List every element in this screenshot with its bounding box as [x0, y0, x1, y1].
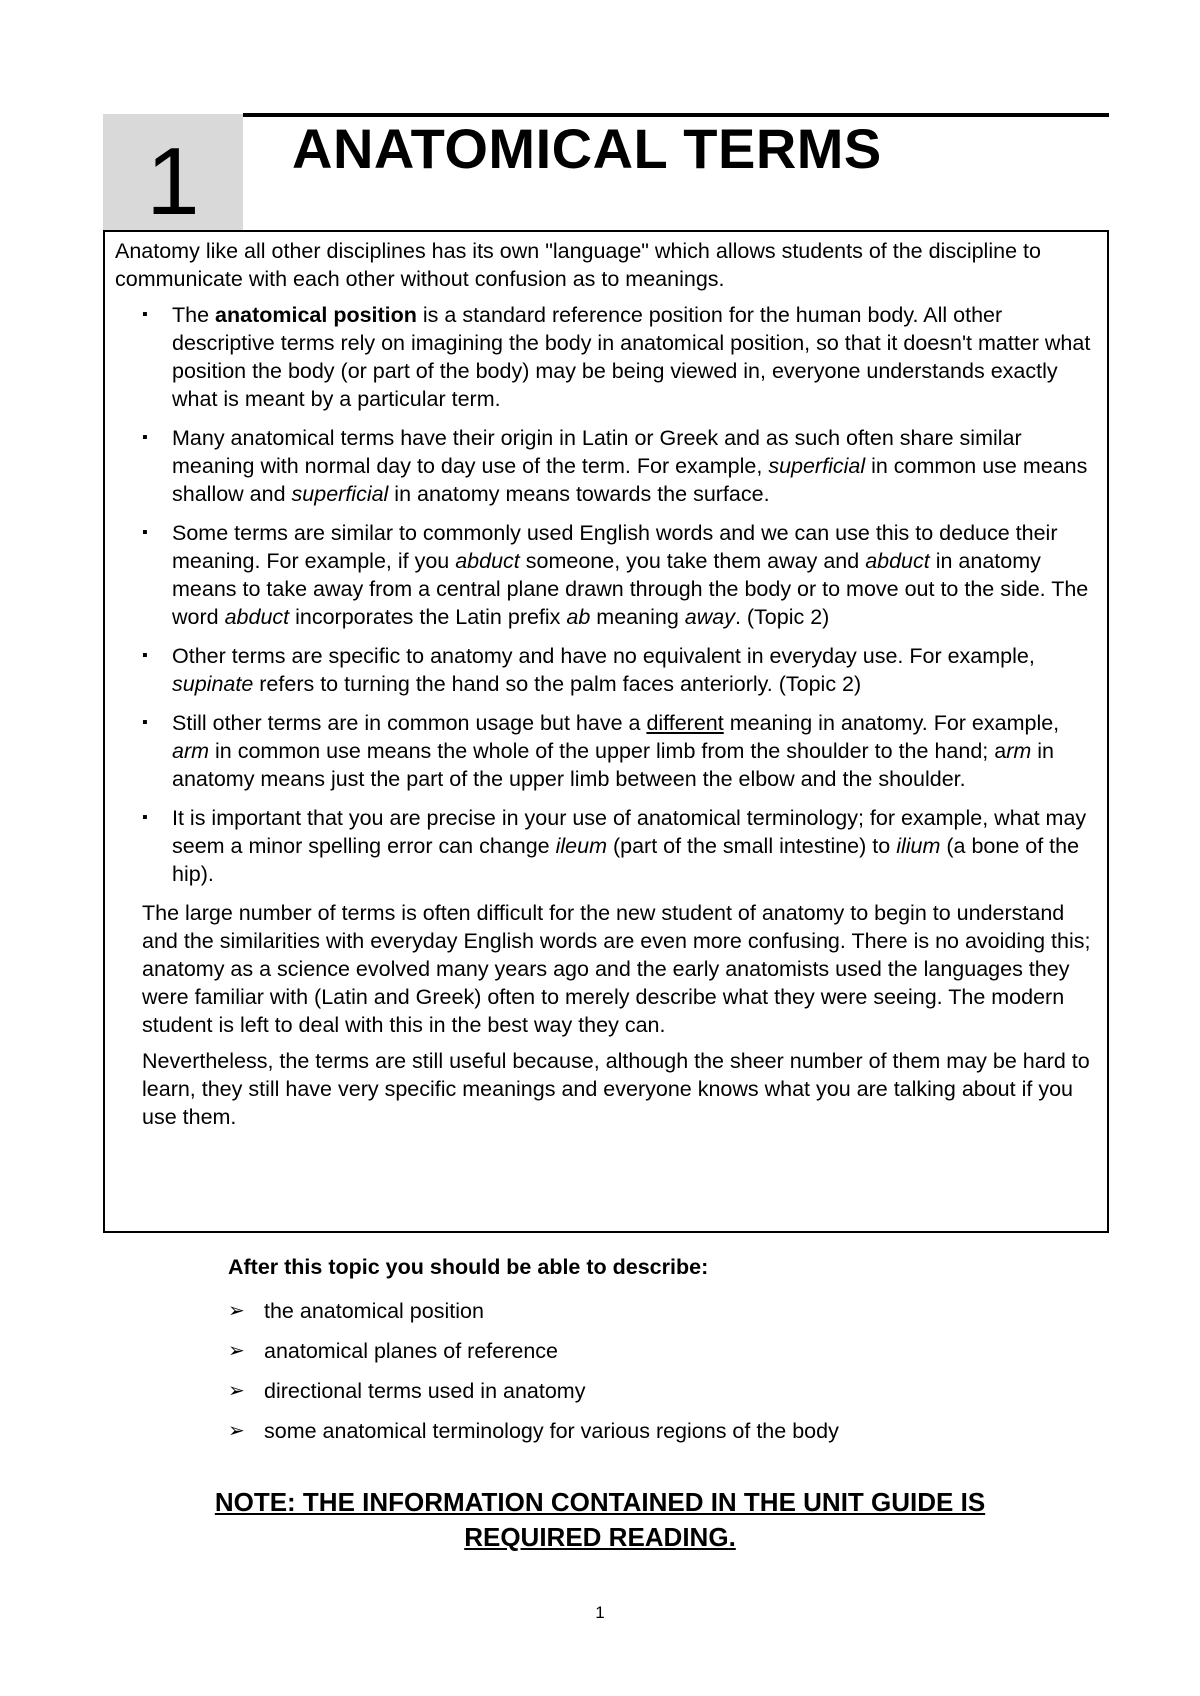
body-paragraph: The large number of terms is often difficult for the new student of anatomy to begin to understand and the similarities with everyday English words are even more confusing. There is no avoiding this; anatomy as a science evolved many years ago and the early anatomists used the languages they were familiar with (Latin and Greek) often to merely describe what they were seeing. The modern student is left to deal with this in the best way they can.	[142, 901, 1091, 1037]
list-item: ➢ some anatomical terminology for various regions of the body	[228, 1419, 839, 1443]
key-points-list	[115, 301, 1097, 888]
page-number: 1	[595, 1603, 605, 1622]
list-item: ▪ Some terms are similar to commonly used English words and we can use this to deduce their meaning. For example, if you abduct someone, you take them away and abduct in anatomy means to take away from a central plane drawn through the body or to move out to the side. The word abduct incorporates the Latin prefix ab meaning away. (Topic 2)	[172, 519, 1097, 631]
note-line-1: NOTE: THE INFORMATION CONTAINED IN THE UNIT GUIDE IS	[214, 1487, 986, 1517]
arrow-bullet-icon: ➢	[228, 1380, 245, 1402]
list-item: ▪ Other terms are specific to anatomy and have no equivalent in everyday use. For example, supinate refers to turning the hand so the palm faces anteriorly. (Topic 2)	[172, 642, 1097, 698]
learning-objectives	[228, 1253, 839, 1451]
objectives-heading: After this topic you should be able to describe:	[228, 1255, 709, 1279]
required-reading-note: NOTE: THE INFORMATION CONTAINED IN THE UNIT GUIDE IS REQUIRED READING.	[0, 1485, 1200, 1555]
intro-paragraph: Anatomy like all other disciplines has its own "language" which allows students of the discipline to communicate with each other without confusion as to meanings.	[115, 239, 1041, 291]
list-item: ▪ The anatomical position is a standard reference position for the human body. All other descriptive terms rely on imagining the body in anatomical position, so that it doesn't matter what position the body (or part of the body) may be being viewed in, everyone understands exactly what is meant by a particular term.	[172, 301, 1097, 413]
arrow-bullet-icon: ➢	[228, 1420, 245, 1442]
arrow-bullet-icon: ➢	[228, 1300, 245, 1322]
chapter-number: 1	[146, 128, 200, 235]
list-item: ▪ Still other terms are in common usage but have a different meaning in anatomy. For example, arm in common use means the whole of the upper limb from the shoulder to the hand; arm in anatomy means just the part of the upper limb between the elbow and the shoulder.	[172, 709, 1097, 793]
list-item: ▪ Many anatomical terms have their origin in Latin or Greek and as such often share similar meaning with normal day to day use of the term. For example, superficial in common use means shallow and superficial in anatomy means towards the surface.	[172, 424, 1097, 508]
body-paragraph: Nevertheless, the terms are still useful because, although the sheer number of them may be hard to learn, they still have very specific meanings and everyone knows what you are talking about if you use them.	[142, 1049, 1090, 1129]
note-line-2: REQUIRED READING	[464, 1522, 729, 1552]
objectives-list	[228, 1291, 839, 1451]
list-item: ➢ anatomical planes of reference	[228, 1339, 559, 1363]
chapter-number-box	[103, 114, 243, 235]
chapter-title: ANATOMICAL TERMS	[292, 117, 882, 180]
list-item: ➢ the anatomical position	[228, 1299, 484, 1323]
list-item: ▪ It is important that you are precise in your use of anatomical terminology; for example, what may seem a minor spelling error can change ileum (part of the small intestine) to ilium (a bone of the hip).	[172, 804, 1097, 888]
arrow-bullet-icon: ➢	[228, 1340, 245, 1362]
intro-content-box	[103, 230, 1109, 1233]
list-item: ➢ directional terms used in anatomy	[228, 1379, 586, 1403]
